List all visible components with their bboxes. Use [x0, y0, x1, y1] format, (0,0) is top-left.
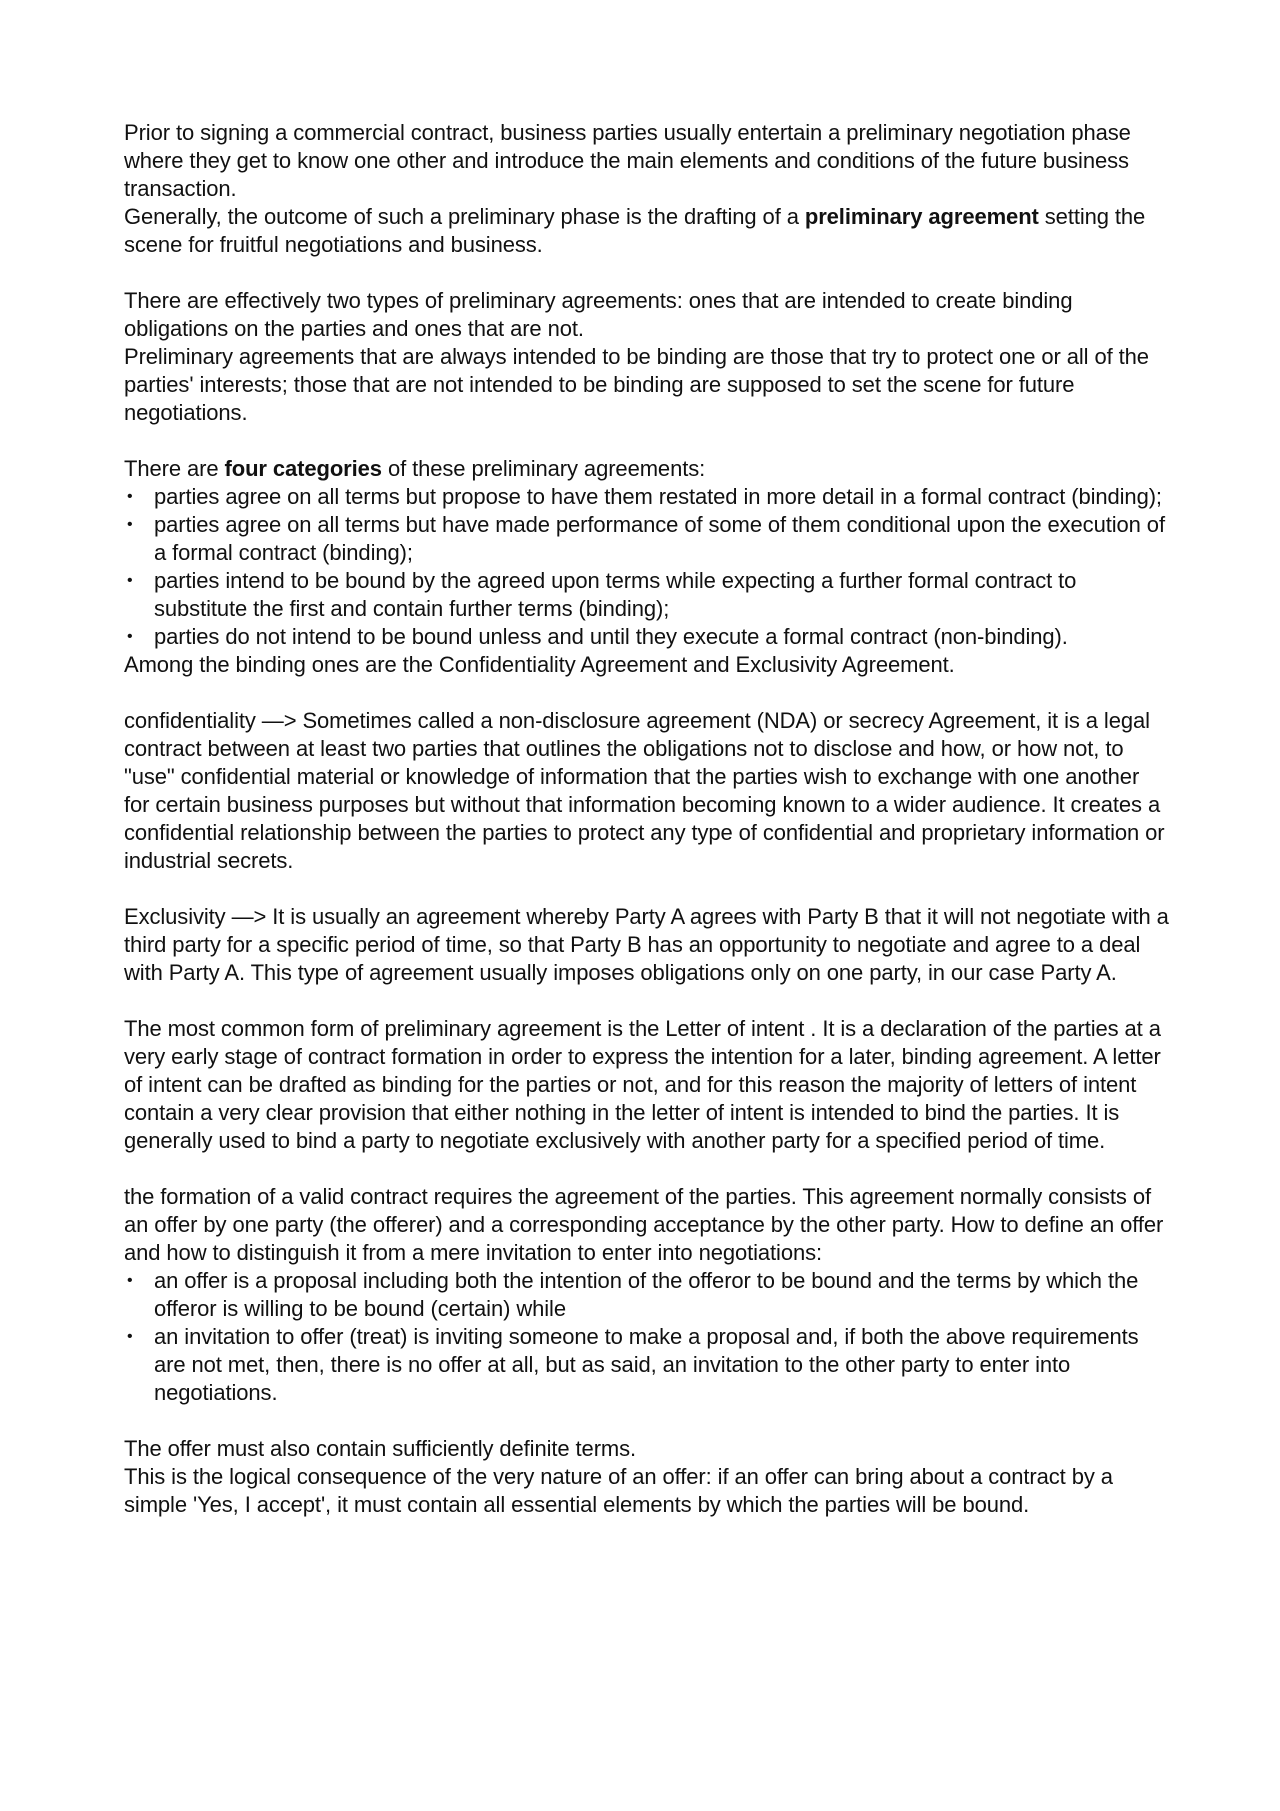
confidentiality-paragraph: confidentiality —> Sometimes called a non-disclosure agreement (NDA) or secrecy Agreement, it is a legal contract between at least two parties that outlines the obligations not to disclose and how, or how not, to "use" confidential material or knowledge of information that the parties wish to exchange with one another for certain business purposes but without that information becoming known to a wider audience. It creates a confidential relationship between the parties to protect any type of confidential and proprietary information or industrial secrets.	[124, 708, 1165, 873]
list-item	[124, 483, 1170, 511]
binding-ones-paragraph: Among the binding ones are the Confidentiality Agreement and Exclusivity Agreement.	[124, 652, 955, 677]
list-item	[124, 623, 1170, 651]
four-categories-text-after: of these preliminary agreements:	[381, 456, 706, 481]
paragraph-gap	[124, 427, 1170, 455]
paragraph-gap	[124, 987, 1170, 1015]
list-item-text: parties agree on all terms but have made performance of some of them conditional upon the execution of a formal contract (binding);	[154, 512, 1165, 565]
list-item-text: an offer is a proposal including both the intention of the offeror to be bound and the terms by which the offeror is willing to be bound (certain) while	[154, 1268, 1139, 1321]
list-item-text: parties agree on all terms but propose to have them restated in more detail in a formal contract (binding);	[154, 484, 1162, 509]
bullet-icon: •	[127, 628, 133, 645]
valid-contract-paragraph: the formation of a valid contract requires the agreement of the parties. This agreement normally consists of an offer by one party (the offerer) and a corresponding acceptance by the other party. How to define an offer and how to distinguish it from a mere invitation to enter into negotiations:	[124, 1184, 1164, 1265]
exclusivity-paragraph: Exclusivity —> It is usually an agreement whereby Party A agrees with Party B that it will not negotiate with a third party for a specific period of time, so that Party B has an opportunity to negotiate and agree to a deal with Party A. This type of agreement usually imposes obligations only on one party, in our case Party A.	[124, 904, 1169, 985]
paragraph-gap	[124, 679, 1170, 707]
two-types-paragraph: There are effectively two types of preliminary agreements: ones that are intended to create binding obligations on the parties and ones that are not.	[124, 288, 1073, 341]
preliminary-agreement-text-after: setting the scene for fruitful negotiations and business.	[124, 204, 1146, 257]
list-item	[124, 1323, 1170, 1407]
bullet-icon: •	[127, 488, 133, 505]
binding-types-paragraph: Preliminary agreements that are always intended to be binding are those that try to protect one or all of the parties' interests; those that are not intended to be binding are supposed to set the scene for future negotiations.	[124, 344, 1149, 425]
paragraph-gap	[124, 259, 1170, 287]
preliminary-agreement-paragraph	[124, 203, 1170, 259]
bullet-icon: •	[127, 1328, 133, 1345]
letter-of-intent-paragraph: The most common form of preliminary agreement is the Letter of intent . It is a declaration of the parties at a very early stage of contract formation in order to express the intention for a later, binding agreement. A letter of intent can be drafted as binding for the parties or not, and for this reason the majority of letters of intent contain a very clear provision that either nothing in the letter of intent is intended to bind the parties. It is generally used to bind a party to negotiate exclusively with another party for a specified period of time.	[124, 1016, 1161, 1153]
paragraph-gap	[124, 875, 1170, 903]
definite-terms-paragraph: The offer must also contain sufficiently definite terms.	[124, 1436, 637, 1461]
list-item	[124, 511, 1170, 567]
list-item-text: an invitation to offer (treat) is inviting someone to make a proposal and, if both the above requirements are not met, then, there is no offer at all, but as said, an invitation to the other party to enter into negotiations.	[154, 1324, 1139, 1405]
bullet-icon: •	[127, 572, 133, 589]
four-categories-bold: four categories	[224, 456, 382, 481]
paragraph-gap	[124, 1407, 1170, 1435]
logical-consequence-paragraph: This is the logical consequence of the very nature of an offer: if an offer can bring about a contract by a simple 'Yes, I accept', it must contain all essential elements by which the parties will be bound.	[124, 1464, 1113, 1517]
list-item	[124, 1267, 1170, 1323]
bullet-icon: •	[127, 516, 133, 533]
paragraph-gap	[124, 1155, 1170, 1183]
list-item-text: parties intend to be bound by the agreed upon terms while expecting a further formal contract to substitute the first and contain further terms (binding);	[154, 568, 1077, 621]
list-item	[124, 567, 1170, 623]
four-categories-paragraph	[124, 455, 1170, 483]
preliminary-agreement-text-before: Generally, the outcome of such a preliminary phase is the drafting of a	[124, 204, 805, 229]
four-categories-text-before: There are	[124, 456, 225, 481]
list-item-text: parties do not intend to be bound unless and until they execute a formal contract (non-binding).	[154, 624, 1068, 649]
categories-list	[124, 483, 1170, 651]
bullet-icon: •	[127, 1272, 133, 1289]
preliminary-agreement-bold: preliminary agreement	[804, 204, 1039, 229]
offer-list	[124, 1267, 1170, 1407]
intro-paragraph: Prior to signing a commercial contract, business parties usually entertain a preliminary negotiation phase where they get to know one other and introduce the main elements and conditions of the future business transaction.	[124, 120, 1131, 201]
